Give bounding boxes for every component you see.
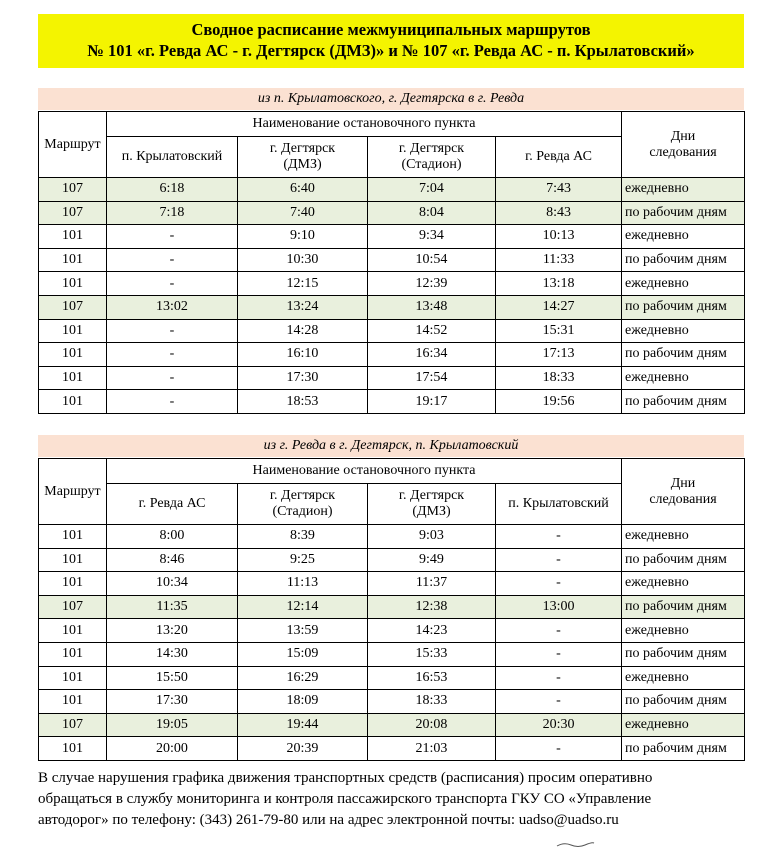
time-cell: 8:04 [368, 201, 496, 225]
route-cell: 101 [39, 225, 107, 249]
table-row [39, 737, 745, 761]
time-cell: - [107, 366, 238, 390]
stop-header: г. Ревда АС [496, 137, 622, 178]
notice-line-1: В случае нарушения графика движения транспортных средств (расписания) просим оперативно [38, 770, 653, 786]
time-cell: 14:52 [368, 319, 496, 343]
table-row [39, 595, 745, 619]
stop-header: г. Дегтярск (ДМЗ) [238, 137, 368, 178]
stop-header: п. Крылатовский [107, 137, 238, 178]
days-cell: по рабочим дням [622, 390, 745, 414]
time-cell: 12:15 [238, 272, 368, 296]
time-cell: 7:40 [238, 201, 368, 225]
time-cell: 13:18 [496, 272, 622, 296]
time-cell: 10:54 [368, 248, 496, 272]
time-cell: 8:46 [107, 548, 238, 572]
time-cell: - [496, 548, 622, 572]
time-cell: 11:35 [107, 595, 238, 619]
time-cell: 12:38 [368, 595, 496, 619]
time-cell: 9:25 [238, 548, 368, 572]
time-cell: 9:10 [238, 225, 368, 249]
table2-caption: из г. Ревда в г. Дегтярск, п. Крылатовский [38, 435, 744, 457]
days-header: Дни следования [622, 459, 745, 525]
days-cell: ежедневно [622, 572, 745, 596]
route-cell: 101 [39, 272, 107, 296]
route-cell: 101 [39, 390, 107, 414]
time-cell: - [496, 525, 622, 549]
time-cell: 8:39 [238, 525, 368, 549]
table-row [39, 619, 745, 643]
time-cell: - [496, 737, 622, 761]
route-cell: 107 [39, 201, 107, 225]
scribble-mark [556, 840, 596, 850]
time-cell: 12:14 [238, 595, 368, 619]
days-cell: ежедневно [622, 619, 745, 643]
days-cell: по рабочим дням [622, 248, 745, 272]
time-cell: 16:29 [238, 666, 368, 690]
title-line-1: Сводное расписание межмуниципальных маршрутов [191, 20, 591, 39]
time-cell: - [107, 319, 238, 343]
table-row [39, 690, 745, 714]
time-cell: 19:44 [238, 713, 368, 737]
time-cell: 20:00 [107, 737, 238, 761]
time-cell: 17:54 [368, 366, 496, 390]
time-cell: 19:56 [496, 390, 622, 414]
notice-line-3: автодорог» по телефону: (343) 261-79-80 или на адрес электронной почты: uadso@uadso.ru [38, 812, 619, 828]
time-cell: 11:13 [238, 572, 368, 596]
time-cell: 16:53 [368, 666, 496, 690]
stop-header: п. Крылатовский [496, 484, 622, 525]
days-cell: ежедневно [622, 525, 745, 549]
route-header: Маршрут [39, 459, 107, 525]
route-cell: 101 [39, 642, 107, 666]
days-cell: ежедневно [622, 366, 745, 390]
route-cell: 101 [39, 525, 107, 549]
time-cell: - [107, 343, 238, 367]
time-cell: 13:24 [238, 295, 368, 319]
stop-header: г. Дегтярск (ДМЗ) [368, 484, 496, 525]
route-cell: 101 [39, 690, 107, 714]
time-cell: 6:40 [238, 178, 368, 202]
route-cell: 101 [39, 343, 107, 367]
time-cell: - [496, 690, 622, 714]
time-cell: 6:18 [107, 178, 238, 202]
contact-notice [38, 768, 748, 831]
time-cell: 13:00 [496, 595, 622, 619]
route-cell: 101 [39, 366, 107, 390]
time-cell: 9:49 [368, 548, 496, 572]
time-cell: 14:27 [496, 295, 622, 319]
time-cell: 17:30 [238, 366, 368, 390]
time-cell: 10:13 [496, 225, 622, 249]
table-row [39, 525, 745, 549]
time-cell: 16:34 [368, 343, 496, 367]
title-line-2: № 101 «г. Ревда АС - г. Дегтярск (ДМЗ)» и № 107 «г. Ревда АС - п. Крылатовский» [87, 41, 695, 60]
table-row [39, 642, 745, 666]
notice-line-2: обращаться в службу мониторинга и контроля пассажирского транспорта ГКУ СО «Управление [38, 791, 652, 807]
time-cell: 15:50 [107, 666, 238, 690]
table-row [39, 248, 745, 272]
time-cell: 7:18 [107, 201, 238, 225]
route-cell: 107 [39, 595, 107, 619]
time-cell: 18:53 [238, 390, 368, 414]
stops-header: Наименование остановочного пункта [107, 459, 622, 484]
table-row [39, 713, 745, 737]
route-cell: 101 [39, 248, 107, 272]
table-row [39, 366, 745, 390]
stop-header: г. Дегтярск (Стадион) [368, 137, 496, 178]
stop-header: г. Дегтярск (Стадион) [238, 484, 368, 525]
time-cell: 18:09 [238, 690, 368, 714]
table-row [39, 272, 745, 296]
time-cell: 12:39 [368, 272, 496, 296]
stop-header: г. Ревда АС [107, 484, 238, 525]
time-cell: 13:02 [107, 295, 238, 319]
time-cell: 21:03 [368, 737, 496, 761]
table-row [39, 178, 745, 202]
time-cell: 13:59 [238, 619, 368, 643]
route-cell: 107 [39, 295, 107, 319]
time-cell: 20:30 [496, 713, 622, 737]
document-title [38, 14, 744, 68]
days-cell: ежедневно [622, 666, 745, 690]
table-row [39, 572, 745, 596]
days-cell: ежедневно [622, 319, 745, 343]
time-cell: 13:48 [368, 295, 496, 319]
time-cell: 18:33 [496, 366, 622, 390]
time-cell: 20:39 [238, 737, 368, 761]
days-cell: по рабочим дням [622, 295, 745, 319]
route-cell: 101 [39, 737, 107, 761]
days-header: Дни следования [622, 112, 745, 178]
time-cell: - [496, 666, 622, 690]
days-cell: ежедневно [622, 272, 745, 296]
time-cell: 17:13 [496, 343, 622, 367]
route-header: Маршрут [39, 112, 107, 178]
time-cell: 14:23 [368, 619, 496, 643]
route-cell: 101 [39, 666, 107, 690]
time-cell: 9:03 [368, 525, 496, 549]
time-cell: 11:37 [368, 572, 496, 596]
time-cell: 11:33 [496, 248, 622, 272]
time-cell: 14:30 [107, 642, 238, 666]
route-cell: 107 [39, 178, 107, 202]
time-cell: - [107, 225, 238, 249]
table-row [39, 666, 745, 690]
time-cell: 16:10 [238, 343, 368, 367]
route-cell: 107 [39, 713, 107, 737]
time-cell: - [107, 272, 238, 296]
time-cell: 8:00 [107, 525, 238, 549]
days-cell: по рабочим дням [622, 595, 745, 619]
table-row [39, 295, 745, 319]
days-cell: по рабочим дням [622, 343, 745, 367]
time-cell: 18:33 [368, 690, 496, 714]
table-row [39, 201, 745, 225]
table1-caption: из п. Крылатовского, г. Дегтярска в г. Ревда [38, 88, 744, 110]
route-cell: 101 [39, 619, 107, 643]
schedule-table-from-revda [38, 458, 745, 761]
route-cell: 101 [39, 572, 107, 596]
time-cell: 20:08 [368, 713, 496, 737]
days-cell: по рабочим дням [622, 642, 745, 666]
time-cell: 19:17 [368, 390, 496, 414]
time-cell: - [107, 248, 238, 272]
time-cell: 15:31 [496, 319, 622, 343]
days-cell: ежедневно [622, 713, 745, 737]
time-cell: 17:30 [107, 690, 238, 714]
time-cell: 9:34 [368, 225, 496, 249]
schedule-table-to-revda [38, 111, 745, 414]
table-row [39, 225, 745, 249]
table-row [39, 548, 745, 572]
time-cell: - [107, 390, 238, 414]
days-cell: ежедневно [622, 225, 745, 249]
table-row [39, 319, 745, 343]
time-cell: 8:43 [496, 201, 622, 225]
route-cell: 101 [39, 319, 107, 343]
time-cell: 14:28 [238, 319, 368, 343]
time-cell: 10:34 [107, 572, 238, 596]
time-cell: 7:04 [368, 178, 496, 202]
time-cell: 15:09 [238, 642, 368, 666]
time-cell: - [496, 642, 622, 666]
time-cell: - [496, 572, 622, 596]
stops-header: Наименование остановочного пункта [107, 112, 622, 137]
time-cell: 13:20 [107, 619, 238, 643]
days-cell: ежедневно [622, 178, 745, 202]
route-cell: 101 [39, 548, 107, 572]
days-cell: по рабочим дням [622, 690, 745, 714]
table-row [39, 343, 745, 367]
days-cell: по рабочим дням [622, 737, 745, 761]
time-cell: 10:30 [238, 248, 368, 272]
time-cell: 15:33 [368, 642, 496, 666]
table-row [39, 390, 745, 414]
time-cell: 19:05 [107, 713, 238, 737]
time-cell: - [496, 619, 622, 643]
days-cell: по рабочим дням [622, 201, 745, 225]
time-cell: 7:43 [496, 178, 622, 202]
days-cell: по рабочим дням [622, 548, 745, 572]
